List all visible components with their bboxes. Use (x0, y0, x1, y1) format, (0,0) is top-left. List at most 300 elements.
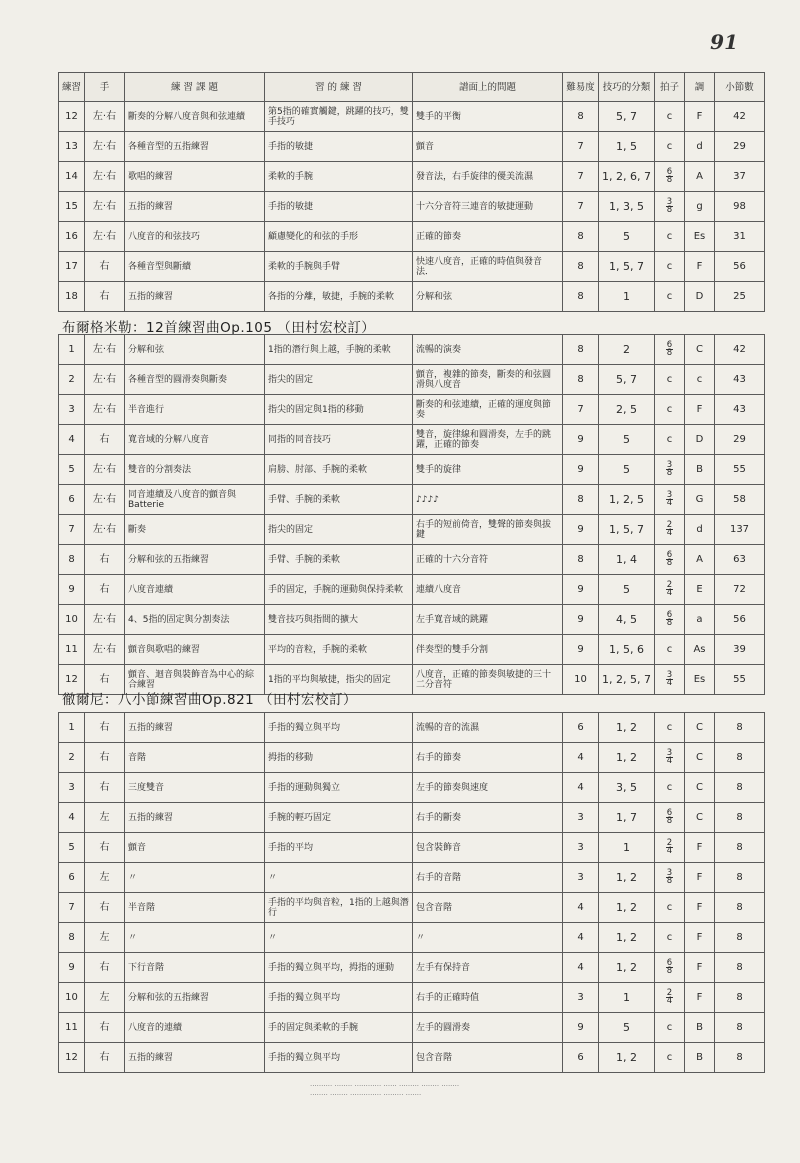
cell-key: d (685, 132, 715, 162)
cell-technique: 5, 7 (599, 102, 655, 132)
time-signature: $\frac{6}{8}$ (666, 550, 673, 568)
cell-hand: 右 (85, 545, 125, 575)
cell-meter: c (655, 923, 685, 953)
cell-key: F (685, 893, 715, 923)
cell-practice: 柔軟的手腕與手臂 (265, 252, 413, 282)
cell-number: 12 (59, 1043, 85, 1073)
cell-problem: 顫音，複雜的節奏，斷奏的和弦圓滑與八度音 (413, 365, 563, 395)
cell-technique: 1, 2, 5 (599, 485, 655, 515)
cell-difficulty: 8 (563, 252, 599, 282)
cell-task: 五指的練習 (125, 192, 265, 222)
cell-key: g (685, 192, 715, 222)
cell-task: 五指的練習 (125, 282, 265, 312)
cell-practice: 手臂、手腕的柔軟 (265, 545, 413, 575)
cell-practice: 拇指的移動 (265, 743, 413, 773)
cell-number: 7 (59, 515, 85, 545)
cell-number: 3 (59, 773, 85, 803)
cell-key: C (685, 713, 715, 743)
cell-practice: 〃 (265, 923, 413, 953)
cell-task: 同音連續及八度音的顫音與Batterie (125, 485, 265, 515)
time-signature: $\frac{2}{4}$ (666, 520, 673, 538)
cell-number: 8 (59, 545, 85, 575)
cell-task: 分解和弦 (125, 335, 265, 365)
column-header: 手 (85, 73, 125, 102)
cell-meter (655, 162, 685, 192)
cell-number: 13 (59, 132, 85, 162)
cell-meter (655, 953, 685, 983)
cell-number: 4 (59, 803, 85, 833)
column-header: 習 的 練 習 (265, 73, 413, 102)
cell-bars: 137 (715, 515, 765, 545)
cell-bars: 8 (715, 773, 765, 803)
cell-bars: 43 (715, 365, 765, 395)
cell-practice: 手的固定與柔軟的手腕 (265, 1013, 413, 1043)
section-title-burgmuller: 布爾格米勒：12首練習曲Op.105 （田村宏校訂） (62, 320, 376, 336)
table-row (59, 222, 765, 252)
cell-number: 2 (59, 365, 85, 395)
time-signature: $\frac{3}{8}$ (666, 460, 673, 478)
time-signature: $\frac{6}{8}$ (666, 958, 673, 976)
cell-task: 各種音型的五指練習 (125, 132, 265, 162)
cell-difficulty: 9 (563, 515, 599, 545)
cell-task: 半音階 (125, 893, 265, 923)
cell-hand: 左·右 (85, 102, 125, 132)
column-header: 難易度 (563, 73, 599, 102)
cell-problem: 包含音階 (413, 1043, 563, 1073)
cell-practice: 同指的同音技巧 (265, 425, 413, 455)
cell-problem: 右手的短前倚音，雙聲的節奏與拔鍵 (413, 515, 563, 545)
cell-task: 音階 (125, 743, 265, 773)
cell-meter (655, 743, 685, 773)
cell-difficulty: 8 (563, 335, 599, 365)
cell-hand: 左·右 (85, 605, 125, 635)
cell-problem: ♪♪♪♪ (413, 485, 563, 515)
cell-bars: 98 (715, 192, 765, 222)
cell-problem: 發音法，右手旋律的優美流濕 (413, 162, 563, 192)
cell-problem: 雙手的旋律 (413, 455, 563, 485)
time-signature: $\frac{2}{4}$ (666, 580, 673, 598)
cell-hand: 左·右 (85, 395, 125, 425)
table-row (59, 605, 765, 635)
cell-key: C (685, 335, 715, 365)
cell-hand: 左 (85, 863, 125, 893)
column-header: 調 (685, 73, 715, 102)
cell-bars: 72 (715, 575, 765, 605)
cell-difficulty: 7 (563, 132, 599, 162)
cell-technique: 1 (599, 833, 655, 863)
cell-problem: 雙音，旋律線和圓滑奏，左手的跳躍，正確的節奏 (413, 425, 563, 455)
cell-bars: 8 (715, 803, 765, 833)
cell-practice: 柔軟的手腕 (265, 162, 413, 192)
cell-difficulty: 3 (563, 803, 599, 833)
cell-number: 15 (59, 192, 85, 222)
cell-practice: 手指的平均與音粒，1指的上越與潛行 (265, 893, 413, 923)
cell-practice: 肩膀、肘部、手腕的柔軟 (265, 455, 413, 485)
table-body (59, 713, 765, 1073)
cell-hand: 左·右 (85, 485, 125, 515)
cell-meter (655, 665, 685, 695)
cell-task: 分解和弦的五指練習 (125, 545, 265, 575)
cell-technique: 1, 2 (599, 863, 655, 893)
cell-technique: 1, 4 (599, 545, 655, 575)
cell-task: 寬音域的分解八度音 (125, 425, 265, 455)
cell-bars: 8 (715, 833, 765, 863)
cell-meter (655, 983, 685, 1013)
cell-key: As (685, 635, 715, 665)
cell-number: 17 (59, 252, 85, 282)
time-signature: $\frac{3}{4}$ (666, 748, 673, 766)
cell-task: 顫音、迴音與裝飾音為中心的綜合練習 (125, 665, 265, 695)
cell-problem: 左手的圓滑奏 (413, 1013, 563, 1043)
cell-key: F (685, 863, 715, 893)
column-header: 譜面上的問題 (413, 73, 563, 102)
table-row (59, 803, 765, 833)
cell-bars: 8 (715, 923, 765, 953)
cell-bars: 8 (715, 953, 765, 983)
cell-difficulty: 6 (563, 1043, 599, 1073)
cell-problem: 十六分音符三連音的敏捷運動 (413, 192, 563, 222)
cell-task: 顫音 (125, 833, 265, 863)
cell-practice: 手腕的輕巧固定 (265, 803, 413, 833)
cell-problem: 右手的正確時值 (413, 983, 563, 1013)
time-signature: $\frac{2}{4}$ (666, 838, 673, 856)
cell-hand: 右 (85, 252, 125, 282)
table-row (59, 132, 765, 162)
cell-number: 10 (59, 983, 85, 1013)
cell-hand: 右 (85, 665, 125, 695)
cell-bars: 29 (715, 132, 765, 162)
cell-number: 11 (59, 1013, 85, 1043)
cell-number: 7 (59, 893, 85, 923)
cell-technique: 1, 2 (599, 953, 655, 983)
cell-key: B (685, 455, 715, 485)
cell-number: 5 (59, 455, 85, 485)
cell-key: F (685, 252, 715, 282)
cell-key: F (685, 923, 715, 953)
cell-meter (655, 575, 685, 605)
cell-number: 16 (59, 222, 85, 252)
cell-key: D (685, 425, 715, 455)
cell-bars: 63 (715, 545, 765, 575)
cell-bars: 39 (715, 635, 765, 665)
cell-hand: 左·右 (85, 162, 125, 192)
cell-problem: 斷奏的和弦連續，正確的運度與節奏 (413, 395, 563, 425)
cell-technique: 2, 5 (599, 395, 655, 425)
cell-difficulty: 4 (563, 923, 599, 953)
cell-key: Es (685, 222, 715, 252)
cell-problem: 右手的節奏 (413, 743, 563, 773)
cell-hand: 左 (85, 803, 125, 833)
cell-key: B (685, 1043, 715, 1073)
cell-practice: 指尖的固定與1指的移動 (265, 395, 413, 425)
cell-meter (655, 515, 685, 545)
cell-difficulty: 8 (563, 102, 599, 132)
cell-technique: 1, 2, 5, 7 (599, 665, 655, 695)
cell-practice: 手指的平均 (265, 833, 413, 863)
section-title-czerny-op821: 徹爾尼：八小節練習曲Op.821 （田村宏校訂） (62, 692, 358, 708)
column-header: 技巧的分類 (599, 73, 655, 102)
cell-task: 各種音型與斷續 (125, 252, 265, 282)
cell-technique: 5 (599, 222, 655, 252)
cell-key: A (685, 162, 715, 192)
cell-technique: 1, 2 (599, 713, 655, 743)
cell-technique: 1, 7 (599, 803, 655, 833)
table-row (59, 162, 765, 192)
cell-technique: 1, 5 (599, 132, 655, 162)
cell-task: 五指的練習 (125, 713, 265, 743)
cell-difficulty: 8 (563, 222, 599, 252)
cell-practice: 手指的敏捷 (265, 192, 413, 222)
cell-difficulty: 8 (563, 485, 599, 515)
cell-key: G (685, 485, 715, 515)
cell-bars: 42 (715, 335, 765, 365)
cell-task: 三度雙音 (125, 773, 265, 803)
cell-hand: 右 (85, 713, 125, 743)
cell-meter: c (655, 365, 685, 395)
cell-practice: 〃 (265, 863, 413, 893)
cell-practice: 1指的潛行與上越，手腕的柔軟 (265, 335, 413, 365)
cell-hand: 右 (85, 1043, 125, 1073)
time-signature: $\frac{2}{4}$ (666, 988, 673, 1006)
cell-meter: c (655, 425, 685, 455)
table-row (59, 863, 765, 893)
cell-bars: 43 (715, 395, 765, 425)
cell-meter (655, 192, 685, 222)
cell-meter: c (655, 282, 685, 312)
time-signature: $\frac{3}{4}$ (666, 490, 673, 508)
table-row (59, 923, 765, 953)
table-row (59, 102, 765, 132)
cell-key: F (685, 953, 715, 983)
cell-number: 12 (59, 102, 85, 132)
cell-number: 9 (59, 575, 85, 605)
cell-practice: 1指的平均與敏捷，指尖的固定 (265, 665, 413, 695)
table-row (59, 893, 765, 923)
cell-difficulty: 9 (563, 605, 599, 635)
cell-meter: c (655, 222, 685, 252)
column-header: 小節數 (715, 73, 765, 102)
cell-number: 18 (59, 282, 85, 312)
cell-hand: 左·右 (85, 132, 125, 162)
cell-difficulty: 3 (563, 833, 599, 863)
cell-practice: 指尖的固定 (265, 515, 413, 545)
cell-technique: 1 (599, 983, 655, 1013)
cell-task: 斷奏的分解八度音與和弦連續 (125, 102, 265, 132)
table-row (59, 743, 765, 773)
cell-bars: 8 (715, 743, 765, 773)
cell-problem: 流暢的演奏 (413, 335, 563, 365)
cell-key: d (685, 515, 715, 545)
cell-difficulty: 7 (563, 192, 599, 222)
cell-bars: 55 (715, 455, 765, 485)
cell-hand: 右 (85, 773, 125, 803)
cell-hand: 左 (85, 923, 125, 953)
table-row (59, 455, 765, 485)
cell-key: E (685, 575, 715, 605)
cell-practice: 手指的敏捷 (265, 132, 413, 162)
cell-key: c (685, 365, 715, 395)
cell-technique: 1, 2 (599, 743, 655, 773)
cell-difficulty: 7 (563, 395, 599, 425)
cell-hand: 右 (85, 743, 125, 773)
cell-task: 4、5指的固定與分割奏法 (125, 605, 265, 635)
cell-problem: 正確的節奏 (413, 222, 563, 252)
cell-number: 11 (59, 635, 85, 665)
table-row (59, 395, 765, 425)
cell-technique: 1, 5, 7 (599, 515, 655, 545)
cell-number: 4 (59, 425, 85, 455)
cell-bars: 8 (715, 1043, 765, 1073)
table-header-row (59, 73, 765, 102)
time-signature: $\frac{6}{8}$ (666, 340, 673, 358)
table-row (59, 953, 765, 983)
cell-key: Es (685, 665, 715, 695)
cell-bars: 8 (715, 713, 765, 743)
cell-bars: 8 (715, 1013, 765, 1043)
cell-key: F (685, 833, 715, 863)
table-row (59, 1013, 765, 1043)
column-header: 拍子 (655, 73, 685, 102)
czerny-op821-table (58, 712, 765, 1073)
cell-number: 3 (59, 395, 85, 425)
cell-hand: 右 (85, 575, 125, 605)
cell-technique: 4, 5 (599, 605, 655, 635)
cell-bars: 58 (715, 485, 765, 515)
cell-task: 〃 (125, 923, 265, 953)
cell-problem: 分解和弦 (413, 282, 563, 312)
cell-task: 五指的練習 (125, 1043, 265, 1073)
cell-difficulty: 4 (563, 893, 599, 923)
cell-technique: 5 (599, 425, 655, 455)
cell-meter (655, 605, 685, 635)
table-row (59, 282, 765, 312)
czerny-table (58, 72, 765, 312)
cell-meter: c (655, 773, 685, 803)
cell-problem: 雙手的平衡 (413, 102, 563, 132)
table-row (59, 425, 765, 455)
cell-practice: 手的固定，手腕的運動與保持柔軟 (265, 575, 413, 605)
cell-problem: 八度音，正確的節奏與敏捷的三十二分音符 (413, 665, 563, 695)
time-signature: $\frac{3}{4}$ (666, 670, 673, 688)
cell-task: 〃 (125, 863, 265, 893)
cell-key: F (685, 983, 715, 1013)
cell-hand: 右 (85, 282, 125, 312)
table-row (59, 713, 765, 743)
cell-task: 顫音與歌唱的練習 (125, 635, 265, 665)
cell-technique: 1, 2 (599, 1043, 655, 1073)
cell-number: 1 (59, 335, 85, 365)
cell-practice: 手指的獨立與平均，拇指的運動 (265, 953, 413, 983)
burgmuller-table (58, 334, 765, 695)
cell-technique: 5 (599, 575, 655, 605)
table-row (59, 575, 765, 605)
cell-technique: 1, 3, 5 (599, 192, 655, 222)
cell-number: 14 (59, 162, 85, 192)
cell-number: 8 (59, 923, 85, 953)
cell-bars: 8 (715, 893, 765, 923)
cell-practice: 手指的運動與獨立 (265, 773, 413, 803)
cell-task: 半音進行 (125, 395, 265, 425)
cell-key: C (685, 773, 715, 803)
cell-problem: 左手有保持音 (413, 953, 563, 983)
cell-technique: 5, 7 (599, 365, 655, 395)
cell-difficulty: 9 (563, 455, 599, 485)
cell-meter (655, 863, 685, 893)
cell-technique: 2 (599, 335, 655, 365)
cell-task: 八度音的連續 (125, 1013, 265, 1043)
table-row (59, 1043, 765, 1073)
cell-hand: 左·右 (85, 192, 125, 222)
cell-hand: 左 (85, 983, 125, 1013)
cell-difficulty: 9 (563, 635, 599, 665)
cell-hand: 右 (85, 893, 125, 923)
cell-bars: 8 (715, 863, 765, 893)
time-signature: $\frac{6}{8}$ (666, 610, 673, 628)
cell-difficulty: 10 (563, 665, 599, 695)
cell-hand: 左·右 (85, 515, 125, 545)
column-header: 練習 (59, 73, 85, 102)
cell-task: 歌唱的練習 (125, 162, 265, 192)
cell-practice: 手指的獨立與平均 (265, 713, 413, 743)
cell-key: C (685, 803, 715, 833)
cell-bars: 29 (715, 425, 765, 455)
cell-hand: 左·右 (85, 222, 125, 252)
table-row (59, 833, 765, 863)
cell-hand: 左·右 (85, 335, 125, 365)
cell-key: B (685, 1013, 715, 1043)
cell-practice: 手指的獨立與平均 (265, 983, 413, 1013)
time-signature: $\frac{6}{8}$ (666, 808, 673, 826)
cell-task: 各種音型的圓滑奏與斷奏 (125, 365, 265, 395)
cell-meter: c (655, 1043, 685, 1073)
cell-meter: c (655, 102, 685, 132)
cell-difficulty: 7 (563, 162, 599, 192)
cell-problem: 包含音階 (413, 893, 563, 923)
cell-difficulty: 9 (563, 425, 599, 455)
cell-problem: 〃 (413, 923, 563, 953)
table-row (59, 485, 765, 515)
table-row (59, 635, 765, 665)
cell-problem: 伴奏型的雙手分割 (413, 635, 563, 665)
time-signature: $\frac{6}{8}$ (666, 167, 673, 185)
table-body (59, 335, 765, 695)
cell-difficulty: 4 (563, 743, 599, 773)
cell-meter (655, 803, 685, 833)
column-header: 練 習 課 題 (125, 73, 265, 102)
footnote-text: ·········· ········ ············ ······ ········· ········ ········ ········ ········ ·············· ········· ······· (310, 1082, 460, 1099)
cell-bars: 25 (715, 282, 765, 312)
cell-key: D (685, 282, 715, 312)
cell-practice: 各指的分離，敏捷，手腕的柔軟 (265, 282, 413, 312)
cell-problem: 左手的節奏與速度 (413, 773, 563, 803)
cell-meter (655, 833, 685, 863)
cell-task: 八度音連續 (125, 575, 265, 605)
table-row (59, 515, 765, 545)
table-row (59, 545, 765, 575)
cell-technique: 1, 5, 7 (599, 252, 655, 282)
cell-hand: 右 (85, 1013, 125, 1043)
cell-practice: 手臂、手腕的柔軟 (265, 485, 413, 515)
cell-problem: 連續八度音 (413, 575, 563, 605)
table-row (59, 983, 765, 1013)
cell-hand: 右 (85, 425, 125, 455)
cell-meter (655, 335, 685, 365)
cell-number: 5 (59, 833, 85, 863)
cell-task: 下行音階 (125, 953, 265, 983)
cell-hand: 左·右 (85, 635, 125, 665)
cell-number: 9 (59, 953, 85, 983)
cell-hand: 右 (85, 833, 125, 863)
